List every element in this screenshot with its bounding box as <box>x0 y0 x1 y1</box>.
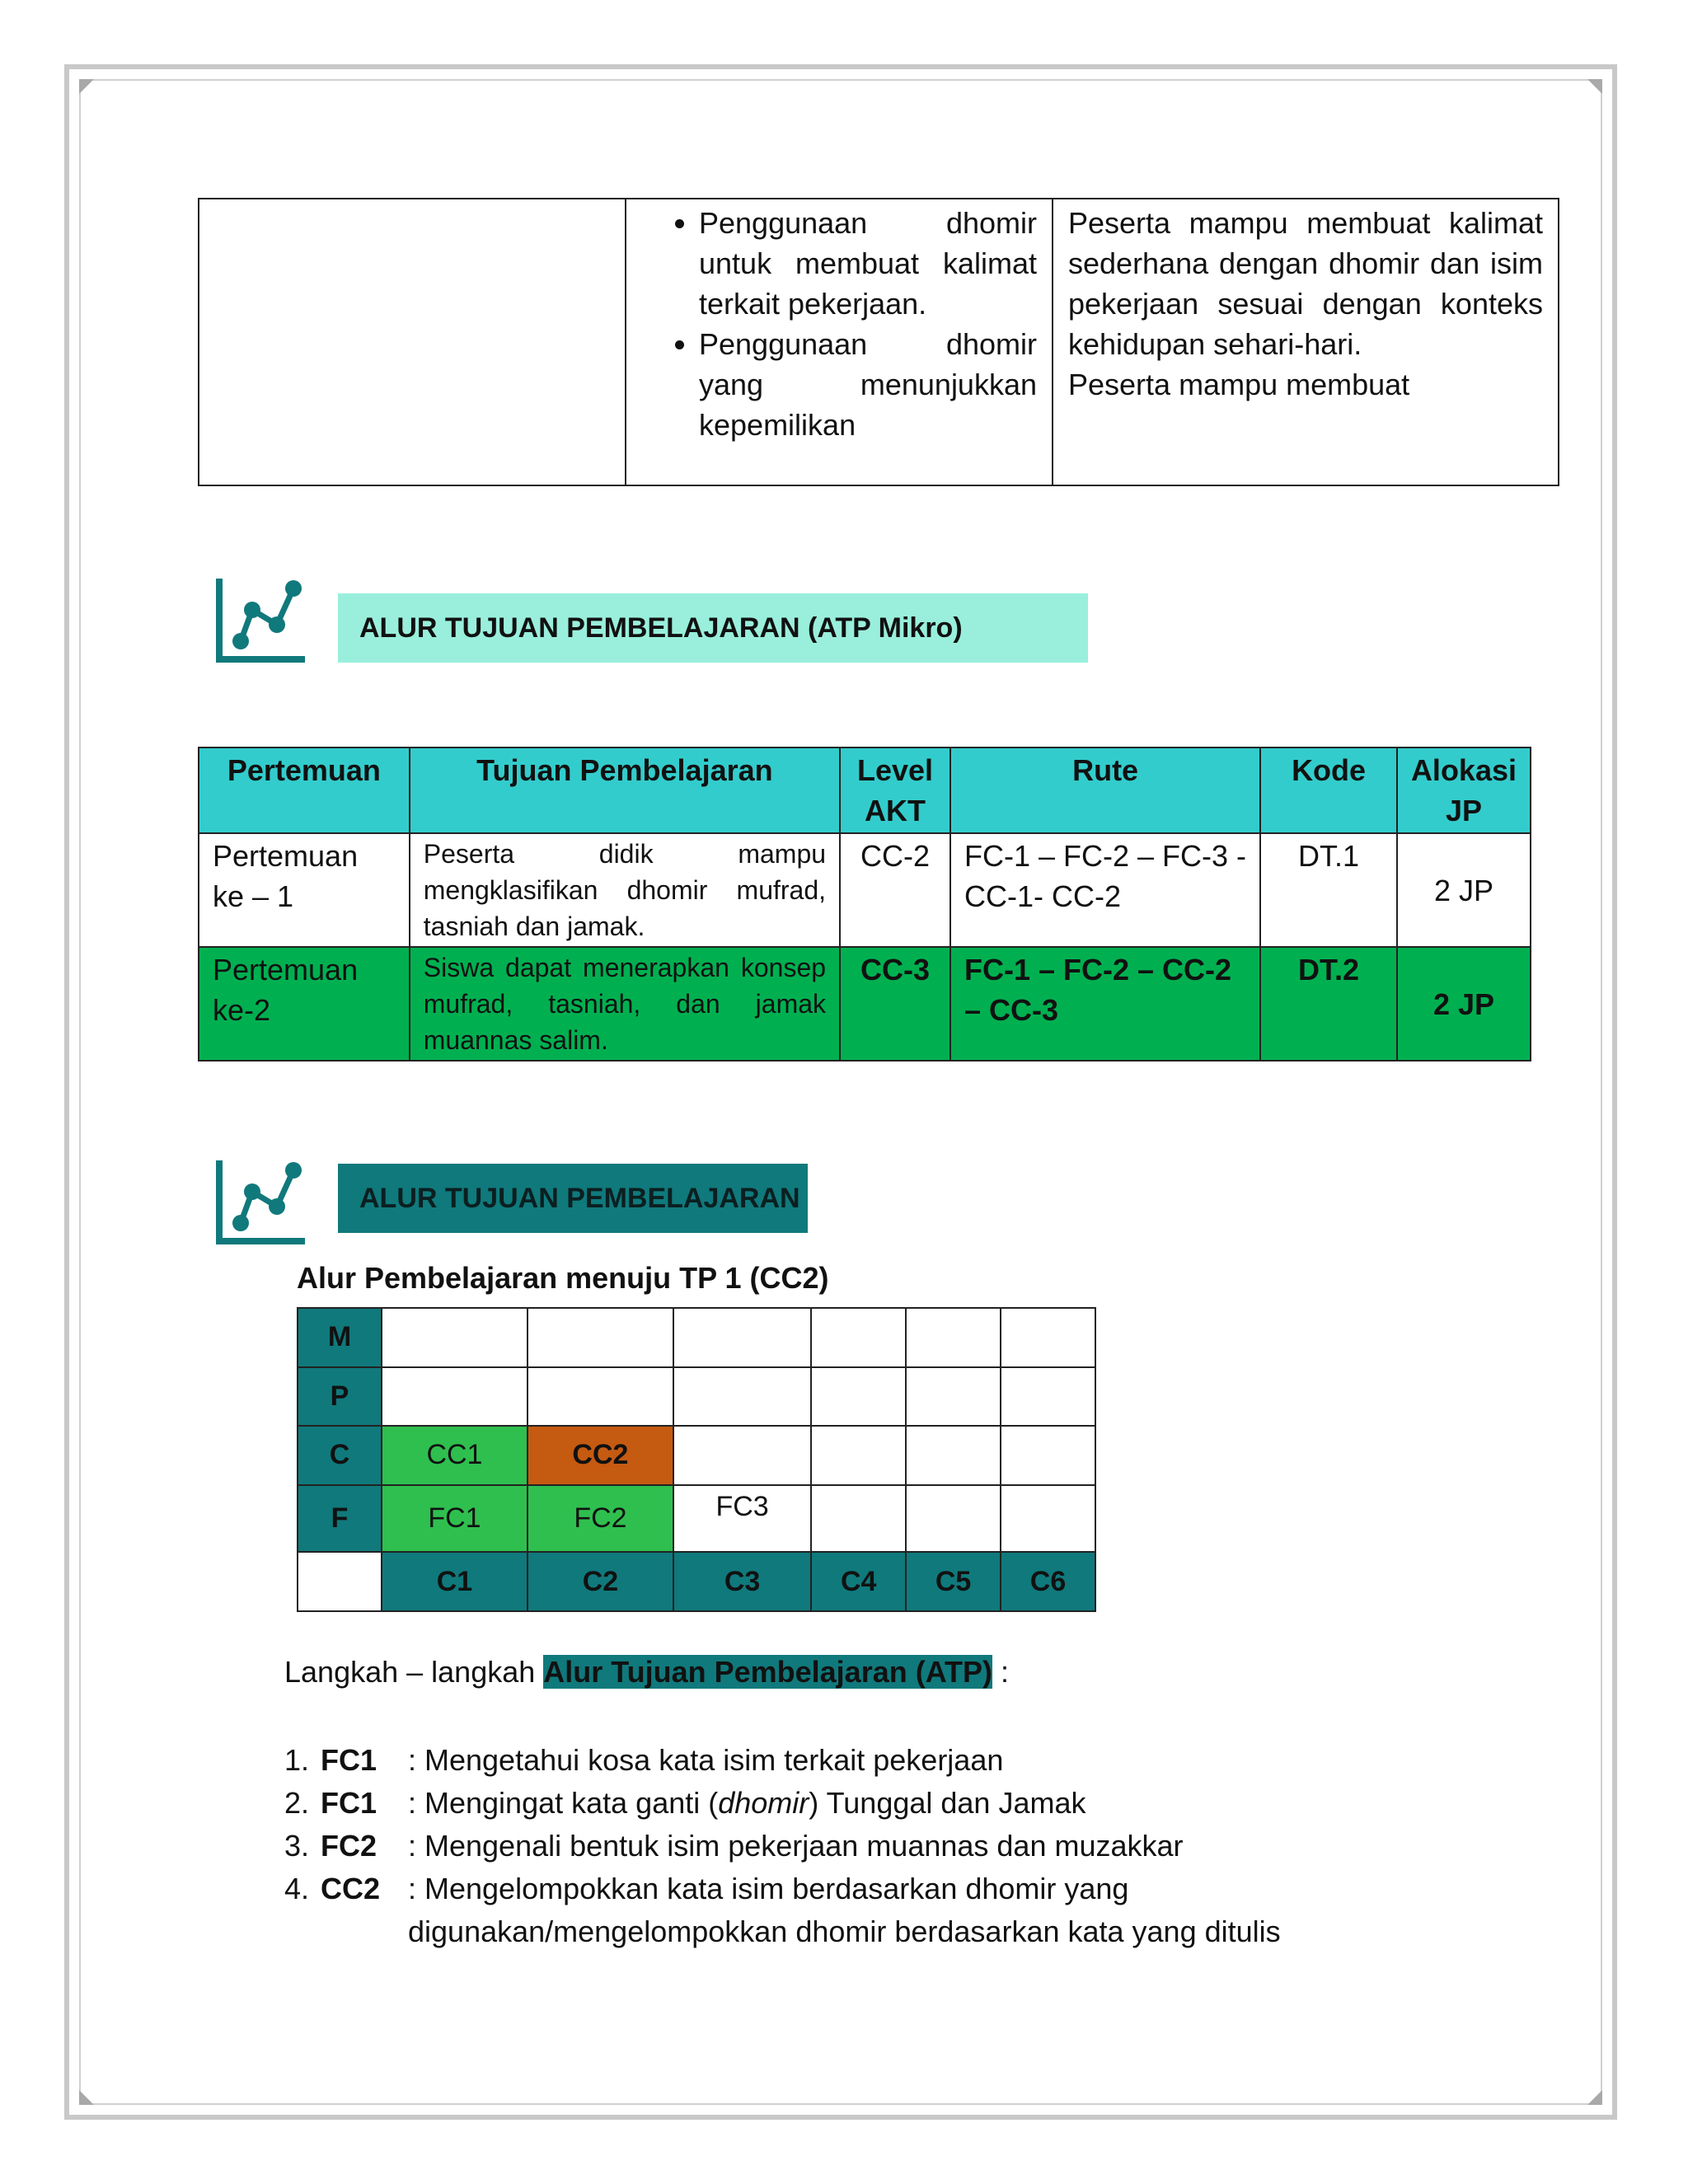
corner-ornament <box>79 2090 94 2105</box>
grid-cell <box>906 1367 1001 1427</box>
steps-list <box>284 1739 1438 1953</box>
steps-intro-prefix: Langkah – langkah <box>284 1655 536 1689</box>
steps-intro <box>284 1655 1009 1690</box>
table-cell: Peserta didik mampu mengklasifikan dhomir mufrad, tasniah dan jamak. <box>410 833 840 947</box>
steps-intro-suffix: : <box>1001 1655 1010 1689</box>
header-cell: Alokasi JP <box>1397 748 1531 833</box>
grid-cell <box>1001 1367 1095 1427</box>
step-number: 3. <box>284 1829 310 1863</box>
section-banner-atp: ALUR TUJUAN PEMBELAJARAN <box>338 1164 808 1233</box>
step-description: : Mengenali bentuk isim pekerjaan muannas dan muzakkar <box>408 1829 1184 1863</box>
grid-cell-fc3: FC3 <box>673 1485 811 1553</box>
table-header-row <box>199 748 1531 833</box>
grid-row-m <box>298 1308 1095 1367</box>
level-label: P <box>298 1367 382 1427</box>
step-code: FC2 <box>321 1829 377 1863</box>
learning-path-grid <box>297 1307 1096 1612</box>
grid-cell <box>382 1308 528 1367</box>
step-description: : Mengetahui kosa kata isim terkait pekerjaan <box>408 1743 1004 1777</box>
grid-cell <box>811 1426 906 1485</box>
column-label: C4 <box>811 1552 906 1611</box>
step-desc-emphasis: dhomir <box>718 1786 809 1820</box>
column-label: C5 <box>906 1552 1001 1611</box>
header-cell: Level AKT <box>840 748 950 833</box>
line-chart-icon <box>213 1155 307 1249</box>
grid-cell <box>811 1308 906 1367</box>
grid-corner-cell <box>298 1552 382 1611</box>
column-label: C2 <box>528 1552 673 1611</box>
step-code: CC2 <box>321 1872 381 1905</box>
step-description <box>408 1782 1438 1825</box>
step-desc-a: : Mengingat kata ganti ( <box>408 1786 719 1820</box>
list-item <box>284 1739 1438 1782</box>
bullet-item: • Penggunaan dhomir yang menunjukkan kepemilikan <box>699 324 1037 445</box>
grid-cell <box>906 1308 1001 1367</box>
grid-row-c <box>298 1426 1095 1485</box>
level-label: M <box>298 1308 382 1367</box>
grid-cell <box>906 1426 1001 1485</box>
continuation-table <box>198 198 1559 486</box>
grid-cell <box>1001 1485 1095 1553</box>
step-number: 2. <box>284 1786 310 1820</box>
objective-cell <box>1053 199 1559 485</box>
grid-cell <box>528 1367 673 1427</box>
section-banner-atp-mikro: ALUR TUJUAN PEMBELAJARAN (ATP Mikro) <box>338 593 1088 663</box>
grid-cell <box>673 1367 811 1427</box>
grid-cell <box>1001 1426 1095 1485</box>
grid-cell <box>382 1367 528 1427</box>
grid-cell <box>673 1308 811 1367</box>
corner-ornament <box>79 79 94 94</box>
grid-cell <box>1001 1308 1095 1367</box>
grid-cell-fc1: FC1 <box>382 1485 528 1553</box>
grid-cell <box>906 1485 1001 1553</box>
table-cell: Siswa dapat menerapkan konsep mufrad, tasniah, dan jamak muannas salim. <box>410 947 840 1061</box>
list-item <box>284 1825 1438 1868</box>
bullet-item: • Penggunaan dhomir untuk membuat kalimat terkait pekerjaan. <box>699 203 1037 324</box>
grid-cell-cc2-target: CC2 <box>528 1426 673 1485</box>
table-cell: CC-2 <box>840 833 950 947</box>
grid-cell-cc1: CC1 <box>382 1426 528 1485</box>
header-cell: Tujuan Pembelajaran <box>410 748 840 833</box>
grid-row-f <box>298 1485 1095 1553</box>
table-row <box>199 833 1531 947</box>
header-cell: Pertemuan <box>199 748 410 833</box>
table-cell: DT.1 <box>1260 833 1397 947</box>
grid-cell <box>811 1485 906 1553</box>
grid-row-p <box>298 1367 1095 1427</box>
step-description: : Mengelompokkan kata isim berdasarkan dhomir yang <box>408 1872 1129 1905</box>
table-cell: FC-1 – FC-2 – CC-2 – CC-3 <box>950 947 1260 1061</box>
step-code: FC1 <box>321 1786 377 1820</box>
column-label: C3 <box>673 1552 811 1611</box>
line-chart-icon <box>213 574 307 668</box>
objective-text: Peserta mampu membuat kalimat sederhana dengan dhomir dan isim pekerjaan sesuai dengan konteks kehidupan sehari-hari. <box>1068 206 1543 361</box>
grid-column-header-row <box>298 1552 1095 1611</box>
atp-mikro-table <box>198 747 1531 1062</box>
grid-cell <box>528 1308 673 1367</box>
material-cell <box>626 199 1053 485</box>
grid-cell <box>811 1367 906 1427</box>
list-item <box>284 1782 1438 1825</box>
steps-intro-highlight: Alur Tujuan Pembelajaran (ATP) <box>543 1655 993 1689</box>
table-cell: DT.2 <box>1260 947 1397 1061</box>
step-description-cont: digunakan/mengelompokkan dhomir berdasarkan kata yang ditulis <box>408 1915 1281 1948</box>
column-label: C6 <box>1001 1552 1095 1611</box>
table-cell: FC-1 – FC-2 – FC-3 - CC-1- CC-2 <box>950 833 1260 947</box>
level-label: F <box>298 1485 382 1553</box>
table-row <box>199 947 1531 1061</box>
step-number: 1. <box>284 1743 310 1777</box>
list-item-continuation <box>284 1910 1438 1953</box>
step-desc-b: ) Tunggal dan Jamak <box>809 1786 1086 1820</box>
header-cell: Rute <box>950 748 1260 833</box>
table-cell: 2 JP <box>1397 833 1531 947</box>
level-label: C <box>298 1426 382 1485</box>
empty-cell <box>199 199 626 485</box>
step-number: 4. <box>284 1872 310 1905</box>
grid-cell-fc2: FC2 <box>528 1485 673 1553</box>
corner-ornament <box>1587 2090 1602 2105</box>
table-cell: CC-3 <box>840 947 950 1061</box>
objective-text-2: Peserta mampu membuat <box>1068 368 1410 401</box>
column-label: C1 <box>382 1552 528 1611</box>
table-cell: 2 JP <box>1397 947 1531 1061</box>
grid-title: Alur Pembelajaran menuju TP 1 (CC2) <box>297 1261 829 1295</box>
header-cell: Kode <box>1260 748 1397 833</box>
table-cell: Pertemuan ke – 1 <box>199 833 410 947</box>
step-code: FC1 <box>321 1743 377 1777</box>
grid-cell <box>673 1426 811 1485</box>
list-item <box>284 1868 1438 1910</box>
corner-ornament <box>1587 79 1602 94</box>
table-cell: Pertemuan ke-2 <box>199 947 410 1061</box>
